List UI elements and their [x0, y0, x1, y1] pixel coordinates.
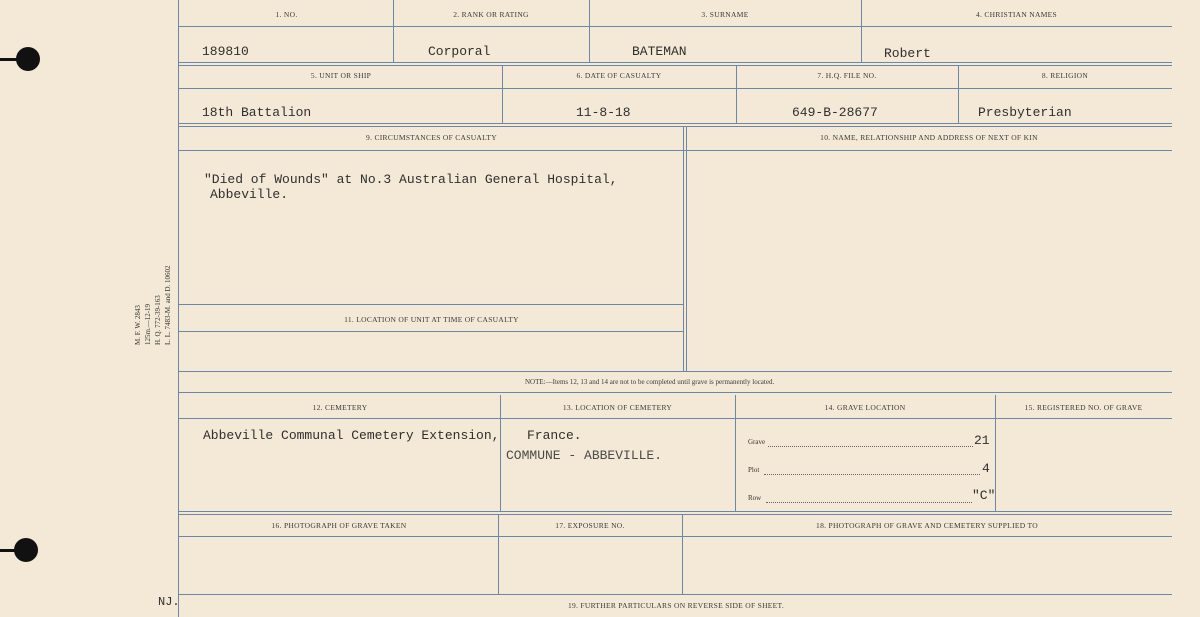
binder-hole-top [16, 47, 40, 71]
side-line-4: L. L. 7483-M. and D. 10602 [164, 265, 172, 345]
footer-text: 19. FURTHER PARTICULARS ON REVERSE SIDE OF SHEET. [567, 601, 785, 610]
surname: BATEMAN [632, 44, 687, 59]
grave-value: 21 [974, 433, 990, 448]
rule [178, 594, 1172, 595]
header-circumstances: 9. CIRCUMSTANCES OF CASUALTY [366, 133, 497, 142]
christian-names: Robert [884, 46, 931, 61]
header-grave-location: 14. GRAVE LOCATION [824, 403, 906, 412]
row-label: Row [748, 494, 762, 502]
header-cemetery: 12. CEMETERY [312, 403, 368, 412]
rule [178, 88, 1172, 89]
rule [178, 392, 1172, 393]
rule [178, 371, 1172, 372]
side-print-code [133, 265, 173, 345]
grave-dots [768, 446, 973, 447]
service-number: 189810 [202, 44, 249, 59]
header-date: 6. DATE OF CASUALTY [576, 71, 662, 80]
plot-value: 4 [982, 461, 990, 476]
header-no: 1. NO. [275, 10, 298, 19]
rule [178, 123, 1172, 124]
header-religion: 8. RELIGION [1041, 71, 1089, 80]
rule [178, 536, 1172, 537]
plot-label: Plot [748, 466, 760, 474]
header-location-of-cemetery: 13. LOCATION OF CEMETERY [562, 403, 673, 412]
side-line-3: H. Q. 772-39-163 [154, 295, 162, 345]
row-value: "C" [972, 488, 996, 503]
rule [178, 511, 1172, 512]
header-christian-names: 4. CHRISTIAN NAMES [975, 10, 1058, 19]
binder-peg-top [0, 58, 18, 61]
header-next-of-kin: 10. NAME, RELATIONSHIP AND ADDRESS OF NEXT OF KIN [820, 133, 1038, 142]
left-border [178, 0, 179, 617]
divider [686, 126, 687, 371]
cemetery-location-line-1: France. [527, 428, 582, 443]
rule [178, 26, 1172, 27]
rule [178, 418, 1172, 419]
unit: 18th Battalion [202, 105, 312, 120]
divider [683, 126, 684, 371]
header-photograph-supplied: 18. PHOTOGRAPH OF GRAVE AND CEMETERY SUPPLIED TO [816, 521, 1038, 530]
clerk-initials: NJ. [158, 595, 180, 609]
cemetery-location-line-2: COMMUNE - ABBEVILLE. [506, 448, 663, 463]
rule [178, 331, 683, 332]
rank: Corporal [428, 44, 491, 59]
rule [178, 514, 1172, 515]
hq-file-no: 649-B-28677 [792, 105, 878, 120]
binder-peg-bottom [0, 549, 18, 552]
grave-label: Grave [748, 438, 766, 446]
header-surname: 3. SURNAME [701, 10, 749, 19]
header-file-no: 7. H.Q. FILE NO. [817, 71, 877, 80]
header-unit: 5. UNIT OR SHIP [310, 71, 372, 80]
plot-dots [764, 474, 980, 475]
religion: Presbyterian [978, 105, 1072, 120]
header-exposure-no: 17. EXPOSURE NO. [555, 521, 625, 530]
cemetery: Abbeville Communal Cemetery Extension, [203, 428, 500, 443]
divider [500, 395, 501, 511]
circumstances-line-1: "Died of Wounds" at No.3 Australian General Hospital, [204, 172, 618, 187]
side-line-1: M. F. W. 2843 [134, 305, 142, 345]
divider [735, 395, 736, 511]
header-photograph-taken: 16. PHOTOGRAPH OF GRAVE TAKEN [271, 521, 407, 530]
header-rank: 2. RANK OR RATING [453, 10, 529, 19]
side-line-2: 125m.—12-19 [144, 303, 152, 345]
rule [178, 126, 1172, 127]
header-location-of-unit: 11. LOCATION OF UNIT AT TIME OF CASUALTY [344, 315, 519, 324]
header-registered-no: 15. REGISTERED NO. OF GRAVE [1024, 403, 1143, 412]
row-dots [766, 502, 972, 503]
date-of-casualty: 11-8-18 [576, 105, 631, 120]
rule [178, 65, 1172, 66]
rule [178, 62, 1172, 63]
circumstances-line-2: Abbeville. [210, 187, 289, 202]
note-text: NOTE:—Items 12, 13 and 14 are not to be completed until grave is permanently located. [525, 378, 775, 386]
rule [178, 304, 683, 305]
rule [178, 150, 1172, 151]
